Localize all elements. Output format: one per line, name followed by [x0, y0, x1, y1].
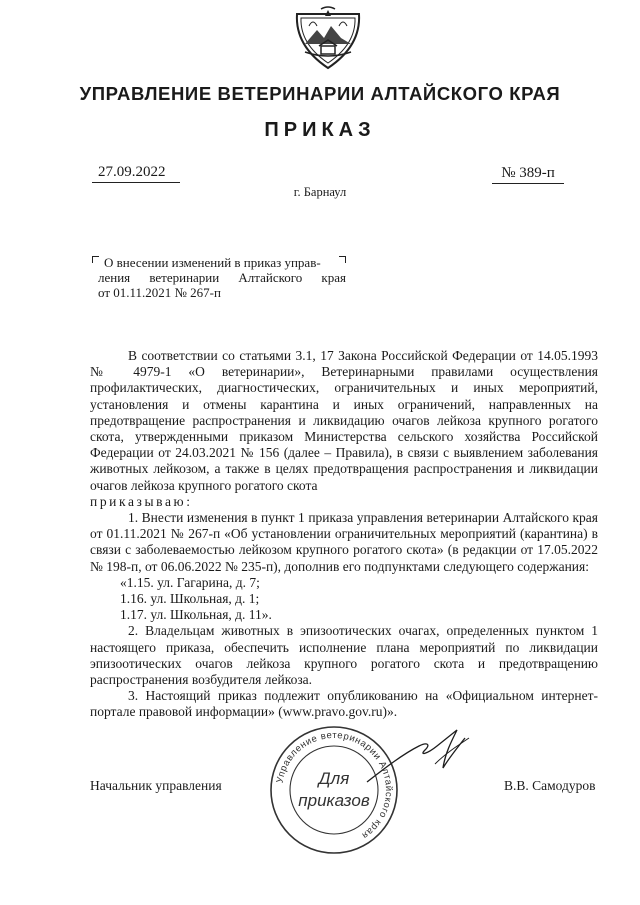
item-paragraph: 3. Настоящий приказ подлежит опубликованию на «Официальном интернет-портале правовой информации» (www.pravo.gov.ru)».	[90, 688, 598, 720]
stamp-ring-text: Управление ветеринарии Алтайского края	[274, 729, 395, 842]
preamble-paragraph: В соответствии со статьями 3.1, 17 Закона Российской Федерации от 14.05.1993 № 4979-1 «О ветеринарии», Ветеринарными правилами осуществления профилактических, диагностических, ограничительных и иных мероприятий, установления и отмены карантина и иных ограничений, направленных на предотвращение распространения и ликвидацию очагов лейкоза крупного рогатого скота, утвержденными приказом Министерства сельского хозяйства Российской Федерации от 24.03.2021 № 156 (далее – Правила), в связи с выявлением заболевания животных лейкозом, а также в целях предотвращения распространения и ликвидации очагов лейкоза крупного рогатого скота	[90, 348, 598, 493]
subject-line: ления ветеринарии Алтайского края	[98, 270, 346, 285]
signer-position: Начальник управления	[90, 778, 222, 793]
subject-line: от 01.11.2021 № 267-п	[98, 285, 221, 300]
subject-bracket-right	[339, 256, 346, 263]
document-subject	[92, 255, 346, 300]
sub-item: 1.16. ул. Школьная, д. 1;	[120, 591, 260, 607]
subject-bracket-left	[92, 256, 99, 263]
order-word: приказываю:	[90, 493, 193, 509]
handwritten-signature	[365, 724, 495, 786]
document-date: 27.09.2022	[92, 163, 180, 183]
stamp-center-line: приказов	[298, 791, 370, 810]
document-number: № 389-п	[492, 164, 564, 184]
document-type: ПРИКАЗ	[264, 119, 376, 141]
stamp-center-line: Для	[318, 769, 350, 788]
document-body	[90, 348, 598, 721]
item-paragraph: 1. Внести изменения в пункт 1 приказа управления ветеринарии Алтайского края от 01.11.2021 № 267-п «Об установлении ограничительных мероприятий (карантина) в связи с заболеваемостью лейкозом крупного рогатого скота» (в редакции от 17.05.2022 № 198-п, от 06.06.2022 № 235-п), дополнив его подпунктами следующего содержания:	[90, 510, 598, 574]
sub-item: «1.15. ул. Гагарина, д. 7;	[120, 574, 260, 590]
item-paragraph: 2. Владельцам животных в эпизоотических очагах, определенных пунктом 1 настоящего приказа, обеспечить исполнение плана мероприятий по ликвидации эпизоотических очагов лейкоза крупного рогатого скота и предотвращению распространения возбудителя лейкоза.	[90, 623, 598, 688]
sub-item: 1.17. ул. Школьная, д. 11».	[120, 607, 272, 623]
signer-name: В.В. Самодуров	[504, 778, 596, 793]
coat-of-arms-icon	[291, 6, 365, 72]
subject-line: О внесении изменений в приказ управ-	[104, 255, 321, 270]
organization-title: УПРАВЛЕНИЕ ВЕТЕРИНАРИИ АЛТАЙСКОГО КРАЯ	[79, 83, 561, 104]
document-city: г. Барнаул	[293, 185, 347, 199]
